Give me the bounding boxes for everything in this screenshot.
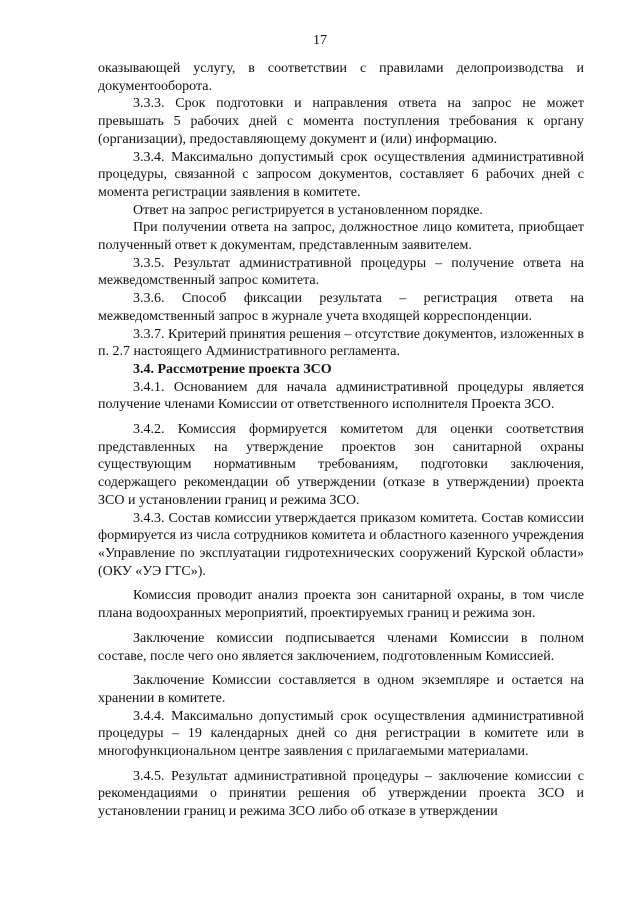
page-number: 17 xyxy=(313,33,327,48)
paragraph-3-4-4: 3.4.4. Максимально допустимый срок осуществления административной процедуры – 19 календарных дней со дня регистрации в комитете или в многофункциональном центре заявления с прилагаемыми материалами. xyxy=(98,708,584,760)
paragraph-3-3-4: 3.3.4. Максимально допустимый срок осуществления административной процедуры, связанной с запросом документов, составляет 6 рабочих дней с момента регистрации заявления в комитете. xyxy=(98,149,584,200)
paragraph-3-4-2: 3.4.2. Комиссия формируется комитетом для оценки соответствия представленных на утверждение проектов зон санитарной охраны существующим нормативным требованиям, подготовки заключения, содержащего рекомендации об утверждении (отказе в утверждении) проекта ЗСО и установлении границ и режима ЗСО. xyxy=(98,422,584,508)
paragraph-3-3-6: 3.3.6. Способ фиксации результата – регистрация ответа на межведомственный запрос в журнале учета входящей корреспонденции. xyxy=(98,291,584,324)
paragraph-response-attachment: При получении ответа на запрос, должностное лицо комитета, приобщает полученный ответ к документам, представленным заявителем. xyxy=(98,220,584,254)
paragraph-commission-signature: Заключение комиссии подписывается членами Комиссии в полном составе, после чего оно является заключением, подготовленным Комиссией. xyxy=(98,630,584,664)
paragraph-commission-analysis: Комиссия проводит анализ проекта зон санитарной охраны, в том числе плана водоохранных мероприятий, проектируемых границ и режима зон. xyxy=(98,588,584,622)
paragraph-continuation: оказывающей услугу, в соответствии с правилами делопроизводства и документооборота. xyxy=(98,61,584,94)
section-heading-3-4: 3.4. Рассмотрение проекта ЗСО xyxy=(133,361,332,377)
paragraph-3-3-3: 3.3.3. Срок подготовки и направления ответа на запрос не может превышать 5 рабочих дней с момента поступления требования к органу (организации), предоставляющему документ и (или) информацию. xyxy=(98,96,584,147)
paragraph-3-4-1: 3.4.1. Основанием для начала административной процедуры является получение членами Комиссии от ответственного исполнителя Проекта ЗСО. xyxy=(98,379,584,413)
paragraph-commission-storage: Заключение Комиссии составляется в одном экземпляре и остается на хранении в комитете. xyxy=(98,673,584,706)
paragraph-3-3-7: 3.3.7. Критерий принятия решения – отсутствие документов, изложенных в п. 2.7 настоящего Административного регламента. xyxy=(98,326,584,360)
paragraph-response-registration: Ответ на запрос регистрируется в установленном порядке. xyxy=(133,202,483,218)
document-body xyxy=(98,60,584,821)
paragraph-3-4-5: 3.4.5. Результат административной процедуры – заключение комиссии с рекомендациями о принятии решения об утверждении проекта ЗСО и установлении границ и режима ЗСО либо об отказе в утверждении xyxy=(98,768,584,820)
paragraph-3-3-5: 3.3.5. Результат административной процедуры – получение ответа на межведомственный запрос комитета. xyxy=(98,255,584,289)
paragraph-3-4-3: 3.4.3. Состав комиссии утверждается приказом комитета. Состав комиссии формируется из числа сотрудников комитета и областного казенного учреждения «Управление по эксплуатации гидротехнических сооружений Курской области» (ОКУ «УЭ ГТС»). xyxy=(98,510,584,579)
